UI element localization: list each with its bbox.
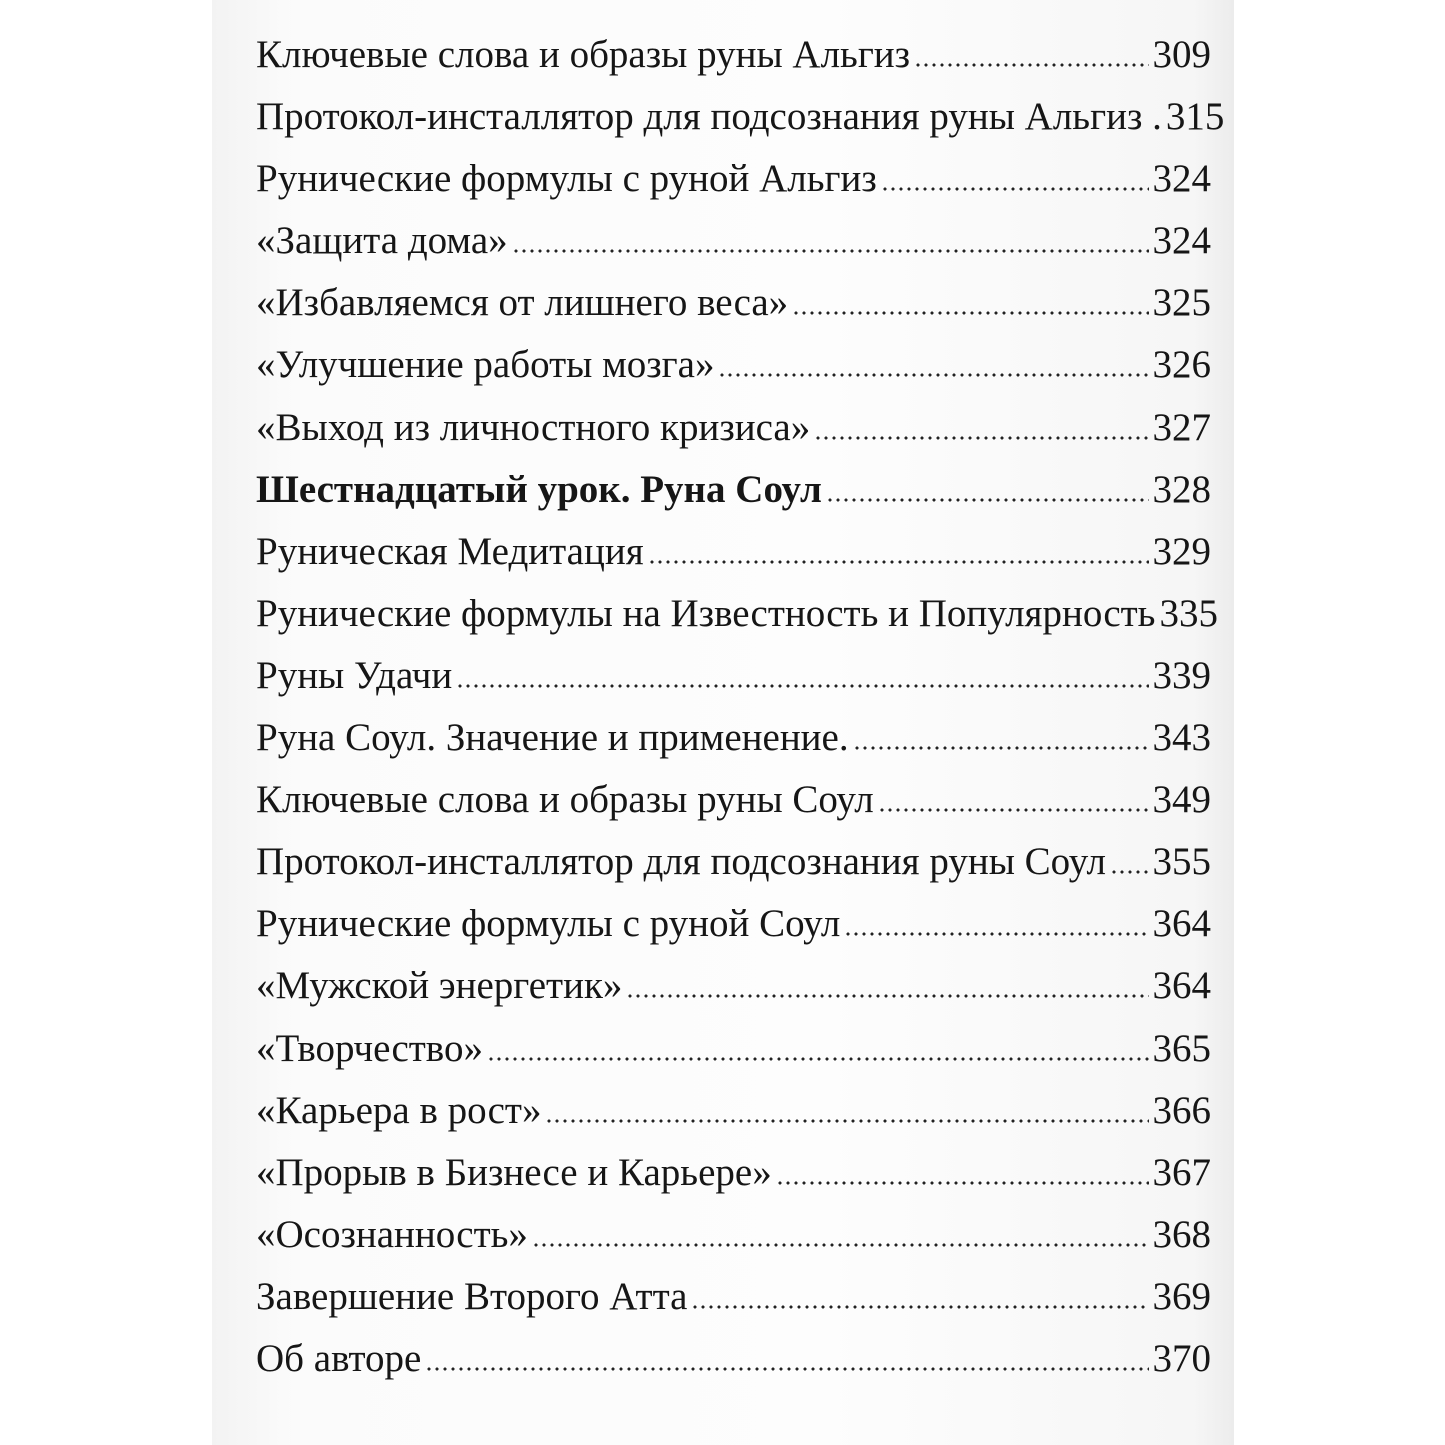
toc-entry xyxy=(256,397,1211,459)
toc-entry-page-number: 325 xyxy=(1152,281,1211,325)
toc-entry-page-number: 367 xyxy=(1152,1150,1211,1194)
toc-entry-page-number: 365 xyxy=(1152,1026,1211,1070)
toc-entry xyxy=(256,1142,1211,1204)
toc-entry-title: «Карьера в рост» xyxy=(256,1088,542,1132)
toc-entry-title: «Избавляемся от лишнего веса» xyxy=(256,281,789,325)
dot-leader xyxy=(1110,870,1149,874)
toc-entry xyxy=(256,831,1211,893)
toc-entry-title: Рунические формулы с руной Соул xyxy=(256,902,841,946)
toc-entry-title: Руническая Медитация xyxy=(256,529,644,573)
toc-entry xyxy=(256,334,1211,396)
toc-entry xyxy=(256,1018,1211,1080)
toc-entry-title: «Творчество» xyxy=(256,1026,483,1070)
toc-entry-title: Завершение Второго Атта xyxy=(256,1274,688,1318)
toc-entry-page-number: 309 xyxy=(1152,33,1211,76)
dot-leader xyxy=(814,436,1148,440)
toc-entry xyxy=(256,272,1211,334)
toc-entry-page-number: 327 xyxy=(1152,405,1211,449)
dot-leader xyxy=(626,994,1148,998)
toc-entry-page-number: 355 xyxy=(1152,840,1211,884)
table-of-contents xyxy=(256,24,1225,1390)
toc-entry-title: Руна Соул. Значение и применение. xyxy=(256,716,849,760)
dot-leader xyxy=(776,1181,1149,1185)
toc-entry-title: Рунические формулы с руной Альгиз xyxy=(256,157,877,201)
toc-entry-title: «Прорыв в Бизнесе и Карьере» xyxy=(256,1150,772,1194)
toc-entry xyxy=(256,1266,1211,1328)
toc-entry-page-number: 315 xyxy=(1165,95,1225,139)
toc-entry-title: Руны Удачи xyxy=(256,653,453,697)
toc-entry xyxy=(256,148,1211,210)
toc-entry-title: Протокол-инсталлятор для подсознания руны Альгиз . xyxy=(256,95,1162,139)
toc-entry-page-number: 366 xyxy=(1152,1088,1211,1132)
toc-entry xyxy=(256,583,1218,645)
dot-leader xyxy=(648,560,1149,564)
toc-entry-page-number: 369 xyxy=(1152,1274,1211,1318)
dot-leader xyxy=(545,1119,1148,1123)
toc-entry-page-number: 368 xyxy=(1152,1212,1211,1256)
toc-entry-title: Об авторе xyxy=(256,1336,422,1380)
toc-entry-page-number: 324 xyxy=(1152,219,1211,263)
toc-entry-title: Рунические формулы на Известность и Популярность xyxy=(256,591,1156,635)
dot-leader xyxy=(691,1305,1148,1309)
toc-entry-title: «Выход из личностного кризиса» xyxy=(256,405,811,449)
dot-leader xyxy=(792,311,1148,315)
toc-entry-page-number: 335 xyxy=(1159,591,1218,635)
toc-entry-page-number: 328 xyxy=(1152,467,1211,511)
dot-leader xyxy=(487,1057,1149,1061)
dot-leader xyxy=(532,1243,1149,1247)
dot-leader xyxy=(425,1367,1148,1371)
toc-entry xyxy=(256,521,1211,583)
dot-leader xyxy=(914,63,1148,67)
toc-entry xyxy=(256,1080,1211,1142)
toc-entry-title: Протокол-инсталлятор для подсознания руны Соул xyxy=(256,840,1106,884)
toc-entry-title: Ключевые слова и образы руны Альгиз xyxy=(256,33,911,76)
toc-entry xyxy=(256,707,1211,769)
toc-entry-title: «Защита дома» xyxy=(256,219,508,263)
dot-leader xyxy=(826,498,1149,502)
dot-leader xyxy=(853,746,1149,750)
toc-entry xyxy=(256,24,1211,86)
toc-entry xyxy=(256,86,1225,148)
toc-entry-page-number: 324 xyxy=(1152,157,1211,201)
dot-leader xyxy=(881,187,1149,191)
toc-entry xyxy=(256,955,1211,1017)
toc-entry-title: «Улучшение работы мозга» xyxy=(256,343,715,387)
toc-entry-page-number: 370 xyxy=(1152,1336,1211,1380)
toc-entry xyxy=(256,645,1211,707)
dot-leader xyxy=(718,373,1148,377)
toc-entry-page-number: 326 xyxy=(1152,343,1211,387)
dot-leader xyxy=(512,249,1149,253)
toc-entry-title: «Мужской энергетик» xyxy=(256,964,623,1008)
toc-entry xyxy=(256,459,1211,521)
dot-leader xyxy=(456,684,1148,688)
dot-leader xyxy=(844,932,1148,936)
toc-entry-page-number: 343 xyxy=(1152,716,1211,760)
toc-entry-page-number: 339 xyxy=(1152,653,1211,697)
toc-entry-title: «Осознанность» xyxy=(256,1212,528,1256)
toc-entry xyxy=(256,769,1211,831)
toc-entry xyxy=(256,1328,1211,1390)
toc-entry xyxy=(256,1204,1211,1266)
dot-leader xyxy=(878,808,1149,812)
toc-entry-title: Шестнадцатый урок. Руна Соул xyxy=(256,467,822,511)
toc-entry-page-number: 349 xyxy=(1152,778,1211,822)
toc-entry-page-number: 364 xyxy=(1152,964,1211,1008)
toc-entry-title: Ключевые слова и образы руны Соул xyxy=(256,778,874,822)
toc-entry xyxy=(256,893,1211,955)
toc-entry xyxy=(256,210,1211,272)
toc-entry-page-number: 364 xyxy=(1152,902,1211,946)
toc-entry-page-number: 329 xyxy=(1152,529,1211,573)
